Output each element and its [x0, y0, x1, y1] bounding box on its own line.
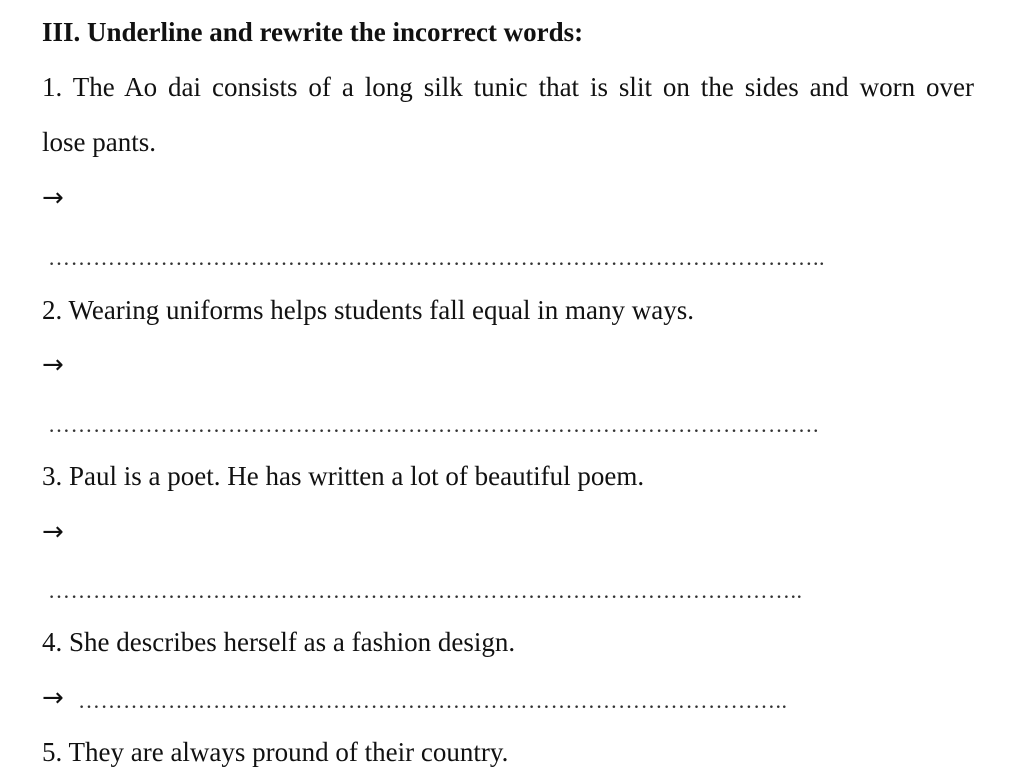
answer-arrow-icon: → [42, 517, 64, 547]
answer-line-4[interactable]: ………………………………………………………………………………….. [78, 689, 788, 713]
answer-arrow-icon: → [42, 683, 64, 713]
answer-line-2[interactable]: …………………………………………………………………………………………. [48, 413, 819, 437]
answer-line-1[interactable]: ………………………………………………………………………………………….. [48, 246, 825, 270]
question-1-line-2: lose pants. [42, 127, 156, 157]
question-1-line-1: 1. The Ao dai consists of a long silk tunic that is slit on the sides and worn over [42, 72, 974, 102]
question-2: 2. Wearing uniforms helps students fall equal in many ways. [42, 295, 694, 325]
question-4: 4. She describes herself as a fashion design. [42, 627, 516, 657]
answer-arrow-icon: → [42, 350, 64, 380]
question-3: 3. Paul is a poet. He has written a lot of beautiful poem. [42, 461, 645, 491]
answer-arrow-icon: → [42, 183, 64, 213]
question-5: 5. They are always pround of their country. [42, 737, 509, 767]
section-heading: III. Underline and rewrite the incorrect words: [42, 17, 584, 47]
answer-line-3[interactable]: ……………………………………………………………………………………….. [48, 579, 803, 603]
